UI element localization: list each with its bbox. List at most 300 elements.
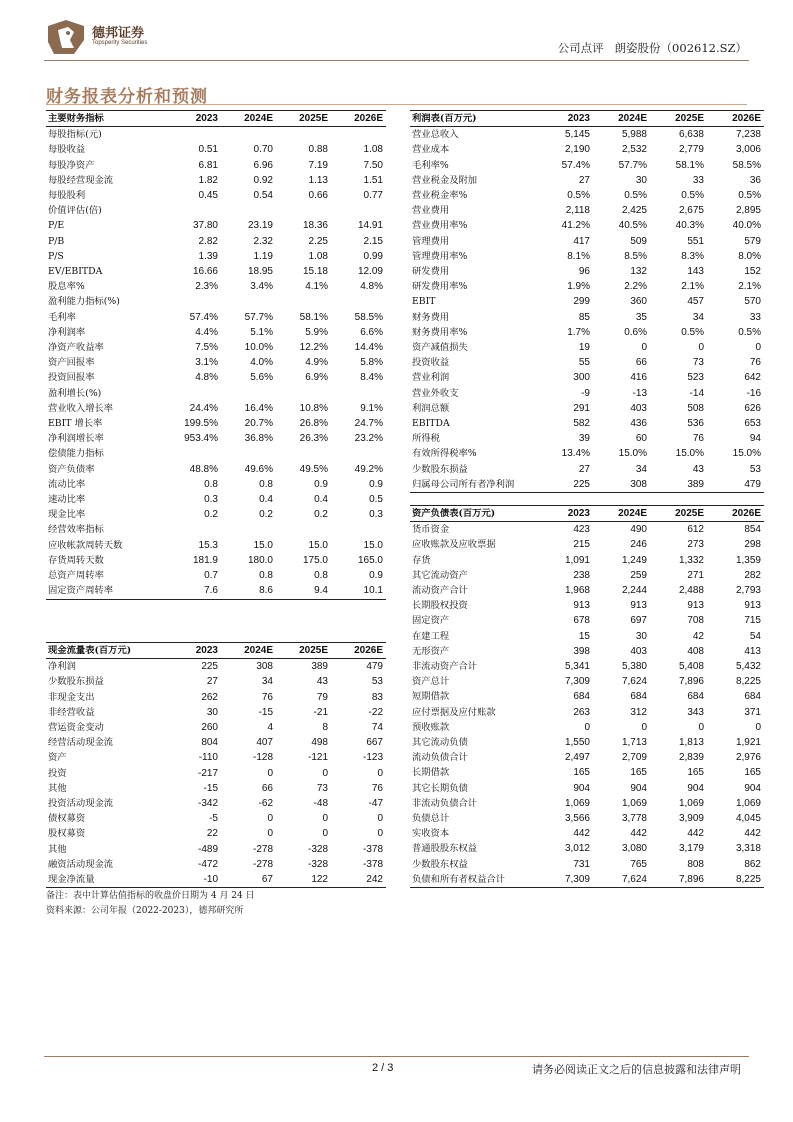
row-label: 盈利能力指标(%) (48, 296, 120, 308)
cell-value: 1,968 (564, 585, 590, 597)
table-row (46, 826, 386, 841)
row-label: 应收帐款周转天数 (48, 539, 123, 551)
cell-value: 3,012 (564, 843, 590, 855)
cell-value: 0.2 (259, 509, 273, 521)
cell-value: 8.1% (567, 250, 590, 262)
cell-value: 2,976 (735, 752, 761, 764)
row-label: 存货 (412, 554, 431, 566)
cell-value: -123 (362, 752, 383, 764)
table-row (46, 142, 386, 157)
cell-value: 2,839 (678, 752, 704, 764)
cell-value: 0.3 (204, 494, 218, 506)
cell-value: 0 (641, 721, 647, 733)
table-row (410, 340, 764, 355)
cell-value: 0.70 (253, 144, 273, 156)
table-row (46, 127, 386, 143)
row-label: 营业费用率% (412, 220, 468, 232)
cell-value: 1,069 (735, 797, 761, 809)
cell-value: 15 (578, 630, 590, 642)
cell-value: 9.4 (276, 583, 331, 599)
table-row (410, 689, 764, 704)
cell-value: 1,713 (621, 737, 647, 749)
cell-value: 7.6 (166, 583, 221, 599)
cell-value: 10.0% (244, 342, 273, 354)
cell-value: 2,779 (678, 144, 704, 156)
cell-value: 413 (744, 645, 761, 657)
cell-value: 0.92 (253, 174, 273, 186)
cell-value: 2,709 (621, 752, 647, 764)
cell-value: 0.51 (198, 144, 218, 156)
year-header: 2024E (593, 506, 650, 522)
cell-value: 0 (641, 342, 647, 354)
cell-value: 271 (687, 569, 704, 581)
doc-type: 公司点评 (557, 41, 604, 55)
row-label: 资产减值损失 (412, 342, 468, 354)
cell-value: 523 (687, 372, 704, 384)
cell-value: 53 (749, 463, 761, 475)
year-header: 2023 (166, 643, 221, 659)
cell-value: 1,550 (564, 737, 590, 749)
row-label: 每股收益 (48, 144, 86, 156)
table-row (410, 431, 764, 446)
company-name: 朗姿股份（002612.SZ） (614, 41, 747, 55)
cell-value: -15 (203, 782, 218, 794)
cell-value: 165 (573, 767, 590, 779)
row-label: 长期借款 (412, 767, 450, 779)
cell-value: 479 (366, 661, 383, 673)
cell-value: 15.0% (618, 448, 647, 460)
cell-value: 23.19 (247, 220, 273, 232)
cell-value: 6,638 (678, 129, 704, 141)
table-row (410, 613, 764, 628)
cell-value: 0 (267, 767, 273, 779)
table-row (410, 857, 764, 872)
cell-value: 1,091 (564, 554, 590, 566)
cell-value: 15.0 (363, 539, 383, 551)
table-row (46, 781, 386, 796)
cell-value: 2.25 (308, 235, 328, 247)
row-label: 所得税 (412, 433, 440, 445)
row-label: EV/EBITDA (48, 266, 103, 278)
table-header-row (46, 111, 386, 127)
cell-value: 0 (377, 813, 383, 825)
cell-value: 407 (256, 737, 273, 749)
table-row (410, 705, 764, 720)
row-label: 价值评估(倍) (48, 205, 102, 217)
row-label: 投资收益 (412, 357, 450, 369)
cell-value (221, 203, 276, 218)
row-label: 营业费用 (412, 205, 450, 217)
table-row (410, 325, 764, 340)
cell-value: 2.2% (624, 281, 647, 293)
table-row (46, 173, 386, 188)
cell-value: 5,145 (564, 129, 590, 141)
cell-value: 27 (578, 174, 590, 186)
cell-value: 854 (744, 524, 761, 536)
cell-value: 5,380 (621, 661, 647, 673)
cell-value: 73 (316, 782, 328, 794)
cell-value (221, 294, 276, 309)
cell-value: 199.5% (184, 418, 218, 430)
year-header: 2025E (276, 111, 331, 127)
row-label: 在建工程 (412, 630, 450, 642)
cell-value: 76 (371, 782, 383, 794)
cell-value: 4.8% (360, 281, 383, 293)
cell-value: 5.6% (250, 372, 273, 384)
table-row (410, 826, 764, 841)
income-statement-table (410, 110, 764, 493)
cell-value: 12.09 (357, 266, 383, 278)
cell-value: 85 (578, 311, 590, 323)
cell-value: 225 (201, 661, 218, 673)
cell-value (331, 522, 386, 537)
cell-value: 715 (744, 615, 761, 627)
cell-value: 27 (206, 676, 218, 688)
cell-value: 37.80 (192, 220, 218, 232)
cell-value (276, 294, 331, 309)
cell-value: 626 (744, 402, 761, 414)
table-row (46, 857, 386, 872)
source-note: 资料来源：公司年报（2022-2023），德邦研究所 (46, 906, 244, 916)
table-header-row (46, 643, 386, 659)
table-title: 资产负债表(百万元) (410, 506, 536, 522)
cell-value: -10 (166, 872, 221, 888)
row-label: 其他 (48, 782, 67, 794)
table-row (410, 462, 764, 477)
year-header: 2024E (593, 111, 650, 127)
cell-value: 5.1% (250, 326, 273, 338)
row-label: 非现金支出 (48, 691, 95, 703)
cell-value: 259 (630, 569, 647, 581)
row-label: 营业利润 (412, 372, 450, 384)
cell-value: 58.5% (732, 159, 761, 171)
cell-value: 175.0 (302, 554, 328, 566)
cell-value: 2,118 (565, 205, 590, 217)
cell-value (276, 127, 331, 143)
cell-value: -5 (209, 813, 218, 825)
cell-value: 0.9 (314, 478, 328, 490)
row-label: 存货周转天数 (48, 554, 104, 566)
table-row (46, 416, 386, 431)
header-divider (44, 60, 749, 61)
table-row (410, 370, 764, 385)
row-label: 净利润增长率 (48, 433, 104, 445)
cell-value: 862 (744, 858, 761, 870)
cell-value: 6.96 (253, 159, 273, 171)
cell-value: 7,624 (621, 676, 647, 688)
cell-value: 913 (687, 600, 704, 612)
cell-value: -110 (198, 752, 218, 764)
cell-value: 246 (630, 539, 647, 551)
row-label: 长期股权投资 (412, 600, 468, 612)
cell-value (331, 203, 386, 218)
cell-value: 582 (573, 418, 590, 430)
cell-value: 308 (256, 661, 273, 673)
row-label: 固定资产周转率 (46, 583, 166, 599)
table-row (46, 766, 386, 781)
cell-value: 5.9% (305, 326, 328, 338)
cell-value: 0.8 (314, 570, 328, 582)
cell-value: 0.3 (369, 509, 383, 521)
cell-value: -128 (252, 752, 273, 764)
cell-value: 0.8 (204, 478, 218, 490)
table-row (46, 234, 386, 249)
cell-value: 389 (650, 477, 707, 493)
cell-value (166, 386, 221, 401)
year-header: 2026E (707, 506, 764, 522)
table-row (410, 553, 764, 568)
row-label: 现金净流量 (46, 872, 166, 888)
cell-value: 73 (692, 357, 704, 369)
cell-value: 16.66 (192, 266, 218, 278)
cell-value: 299 (573, 296, 590, 308)
table-row (410, 188, 764, 203)
cell-value: 74 (371, 722, 383, 734)
cell-value: 913 (630, 600, 647, 612)
cell-value: 79 (316, 691, 328, 703)
cell-value: 57.4% (561, 159, 590, 171)
row-label: 非经营收益 (48, 706, 95, 718)
cell-value: 40.3% (675, 220, 704, 232)
cell-value: 457 (687, 296, 704, 308)
cell-value: -121 (307, 752, 328, 764)
cell-value: -472 (197, 858, 218, 870)
row-label: 营业总收入 (412, 129, 459, 141)
cell-value (331, 446, 386, 461)
table-row (410, 203, 764, 218)
row-label: 管理费用率% (412, 250, 468, 262)
cell-value: 7,309 (536, 872, 593, 888)
cell-value: 4.1% (305, 281, 328, 293)
cell-value: 67 (221, 872, 276, 888)
table-row (410, 765, 764, 780)
row-label: 每股经营现金流 (48, 174, 114, 186)
cell-value: 7.50 (363, 159, 383, 171)
cell-value: 180.0 (247, 554, 273, 566)
row-label: P/B (48, 235, 65, 247)
cell-value: 273 (687, 539, 704, 551)
table-row (46, 735, 386, 750)
row-label: EBIT (412, 296, 436, 308)
cell-value: 2.1% (681, 281, 704, 293)
cell-value: 143 (687, 266, 704, 278)
table-row (410, 386, 764, 401)
table-row (410, 841, 764, 856)
table-row (410, 158, 764, 173)
cell-value: 1.19 (253, 250, 273, 262)
cell-value: -13 (632, 387, 647, 399)
cell-value: 34 (261, 676, 273, 688)
table-row (410, 735, 764, 750)
cell-value: 8,225 (735, 676, 761, 688)
cell-value: 0.5% (738, 326, 761, 338)
row-label: P/E (48, 220, 65, 232)
cell-value: 18.95 (247, 266, 273, 278)
cell-value: 8.4% (360, 372, 383, 384)
table-row (46, 811, 386, 826)
table-row (410, 416, 764, 431)
table-row (410, 446, 764, 461)
cell-value: 0 (755, 342, 761, 354)
cell-value: 5,432 (735, 661, 761, 673)
cell-value: 3,778 (621, 813, 647, 825)
footer-divider (44, 1056, 749, 1057)
cell-value: 4.8% (195, 372, 218, 384)
cell-value (221, 522, 276, 537)
cell-value: 7,896 (678, 676, 704, 688)
table-row (46, 249, 386, 264)
row-label: 少数股东权益 (412, 858, 468, 870)
cell-value: 0.5% (567, 190, 590, 202)
cell-value: 1.51 (363, 174, 383, 186)
row-label: 现金比率 (48, 509, 86, 521)
cell-value: 15.18 (302, 266, 328, 278)
cell-value: 39 (578, 433, 590, 445)
table-row (46, 553, 386, 568)
cell-value: -217 (197, 767, 218, 779)
cell-value: 1,069 (678, 797, 704, 809)
table-row (46, 659, 386, 675)
cell-value: 0.5% (624, 190, 647, 202)
table-header-row (410, 111, 764, 127)
cell-value: 0 (322, 828, 328, 840)
row-label: 资产 (48, 752, 67, 764)
cell-value: 66 (261, 782, 273, 794)
cell-value (221, 386, 276, 401)
brand-name: 德邦证券 (92, 26, 145, 41)
cell-value: 0 (755, 721, 761, 733)
cell-value: 14.91 (357, 220, 383, 232)
cell-value: 132 (630, 266, 647, 278)
cell-value: 642 (744, 372, 761, 384)
cell-value: 1.08 (308, 250, 328, 262)
cell-value: 403 (630, 645, 647, 657)
row-label: 经营活动现金流 (48, 737, 114, 749)
year-header: 2024E (221, 111, 276, 127)
table-row (46, 188, 386, 203)
table-row (410, 583, 764, 598)
cell-value: 0 (698, 721, 704, 733)
cell-value: 0.8 (259, 570, 273, 582)
cell-value: 678 (573, 615, 590, 627)
table-header-row (410, 506, 764, 522)
cell-value: 10.1 (331, 583, 386, 599)
table-row (410, 537, 764, 552)
cell-value: 49.2% (354, 463, 383, 475)
cell-value: 0.4 (259, 494, 273, 506)
table-title: 利润表(百万元) (410, 111, 536, 127)
table-row (410, 173, 764, 188)
table-row (410, 477, 764, 493)
balance-sheet-table (410, 505, 764, 888)
cell-value: 3.4% (250, 281, 273, 293)
cell-value: 7,309 (564, 676, 590, 688)
cell-value: -15 (258, 706, 273, 718)
cell-value: -342 (197, 798, 218, 810)
table-row (410, 750, 764, 765)
cell-value: 0 (322, 767, 328, 779)
year-header: 2025E (650, 506, 707, 522)
cell-value: 417 (573, 235, 590, 247)
cell-value: 536 (687, 418, 704, 430)
table-row (46, 310, 386, 325)
cell-value: 442 (630, 828, 647, 840)
cell-value: 0 (584, 721, 590, 733)
cell-value: 708 (687, 615, 704, 627)
cell-value: 40.0% (732, 220, 761, 232)
cell-value: 282 (744, 569, 761, 581)
report-header-info (558, 40, 747, 56)
cell-value: 40.5% (618, 220, 647, 232)
cell-value: 398 (573, 645, 590, 657)
cell-value: 913 (573, 600, 590, 612)
table-row (410, 142, 764, 157)
cell-value: 403 (630, 402, 647, 414)
cell-value: 3,909 (678, 813, 704, 825)
cell-value: -489 (197, 843, 218, 855)
cell-value: 904 (687, 782, 704, 794)
row-label: 研发费用 (412, 266, 450, 278)
cell-value: 27 (578, 463, 590, 475)
cell-value: 0 (377, 828, 383, 840)
row-label: 归属母公司所有者净利润 (410, 477, 536, 493)
cell-value: 697 (630, 615, 647, 627)
cell-value: 18.36 (302, 220, 328, 232)
cell-value (276, 522, 331, 537)
row-label: 普通股股东权益 (412, 843, 478, 855)
cell-value: 60 (635, 433, 647, 445)
row-label: 负债和所有者权益合计 (410, 872, 536, 888)
cell-value: 122 (276, 872, 331, 888)
company-logo-icon (44, 18, 88, 58)
row-label: 融资活动现金流 (48, 858, 114, 870)
cell-value (166, 127, 221, 143)
row-label: 营业收入增长率 (48, 402, 114, 414)
row-label: 营业外收支 (412, 387, 459, 399)
cell-value: 43 (316, 676, 328, 688)
cell-value: 684 (573, 691, 590, 703)
cell-value: 2,793 (735, 585, 761, 597)
cell-value: 1.9% (567, 281, 590, 293)
cell-value: 1,249 (621, 554, 647, 566)
cell-value: 436 (630, 418, 647, 430)
row-label: 流动资产合计 (412, 585, 468, 597)
table-row (410, 218, 764, 233)
cell-value: 5,341 (564, 661, 590, 673)
cell-value: 0.5% (681, 190, 704, 202)
cell-value (166, 203, 221, 218)
cell-value: -62 (258, 798, 273, 810)
cell-value: 15.0 (253, 539, 273, 551)
cell-value: 2,190 (564, 144, 590, 156)
cell-value: 66 (635, 357, 647, 369)
cell-value: 263 (573, 706, 590, 718)
cell-value: 0.9 (369, 570, 383, 582)
cell-value: 653 (744, 418, 761, 430)
cell-value: 1,813 (678, 737, 704, 749)
cell-value: 5,408 (678, 661, 704, 673)
table-row (46, 340, 386, 355)
cell-value: 58.5% (354, 311, 383, 323)
table-row (410, 796, 764, 811)
cell-value: 15.0 (308, 539, 328, 551)
table-row (46, 583, 386, 599)
row-label: 利润总额 (412, 402, 450, 414)
row-label: 流动比率 (48, 478, 86, 490)
cell-value: 94 (749, 433, 761, 445)
cell-value: 570 (744, 296, 761, 308)
table-row (46, 842, 386, 857)
